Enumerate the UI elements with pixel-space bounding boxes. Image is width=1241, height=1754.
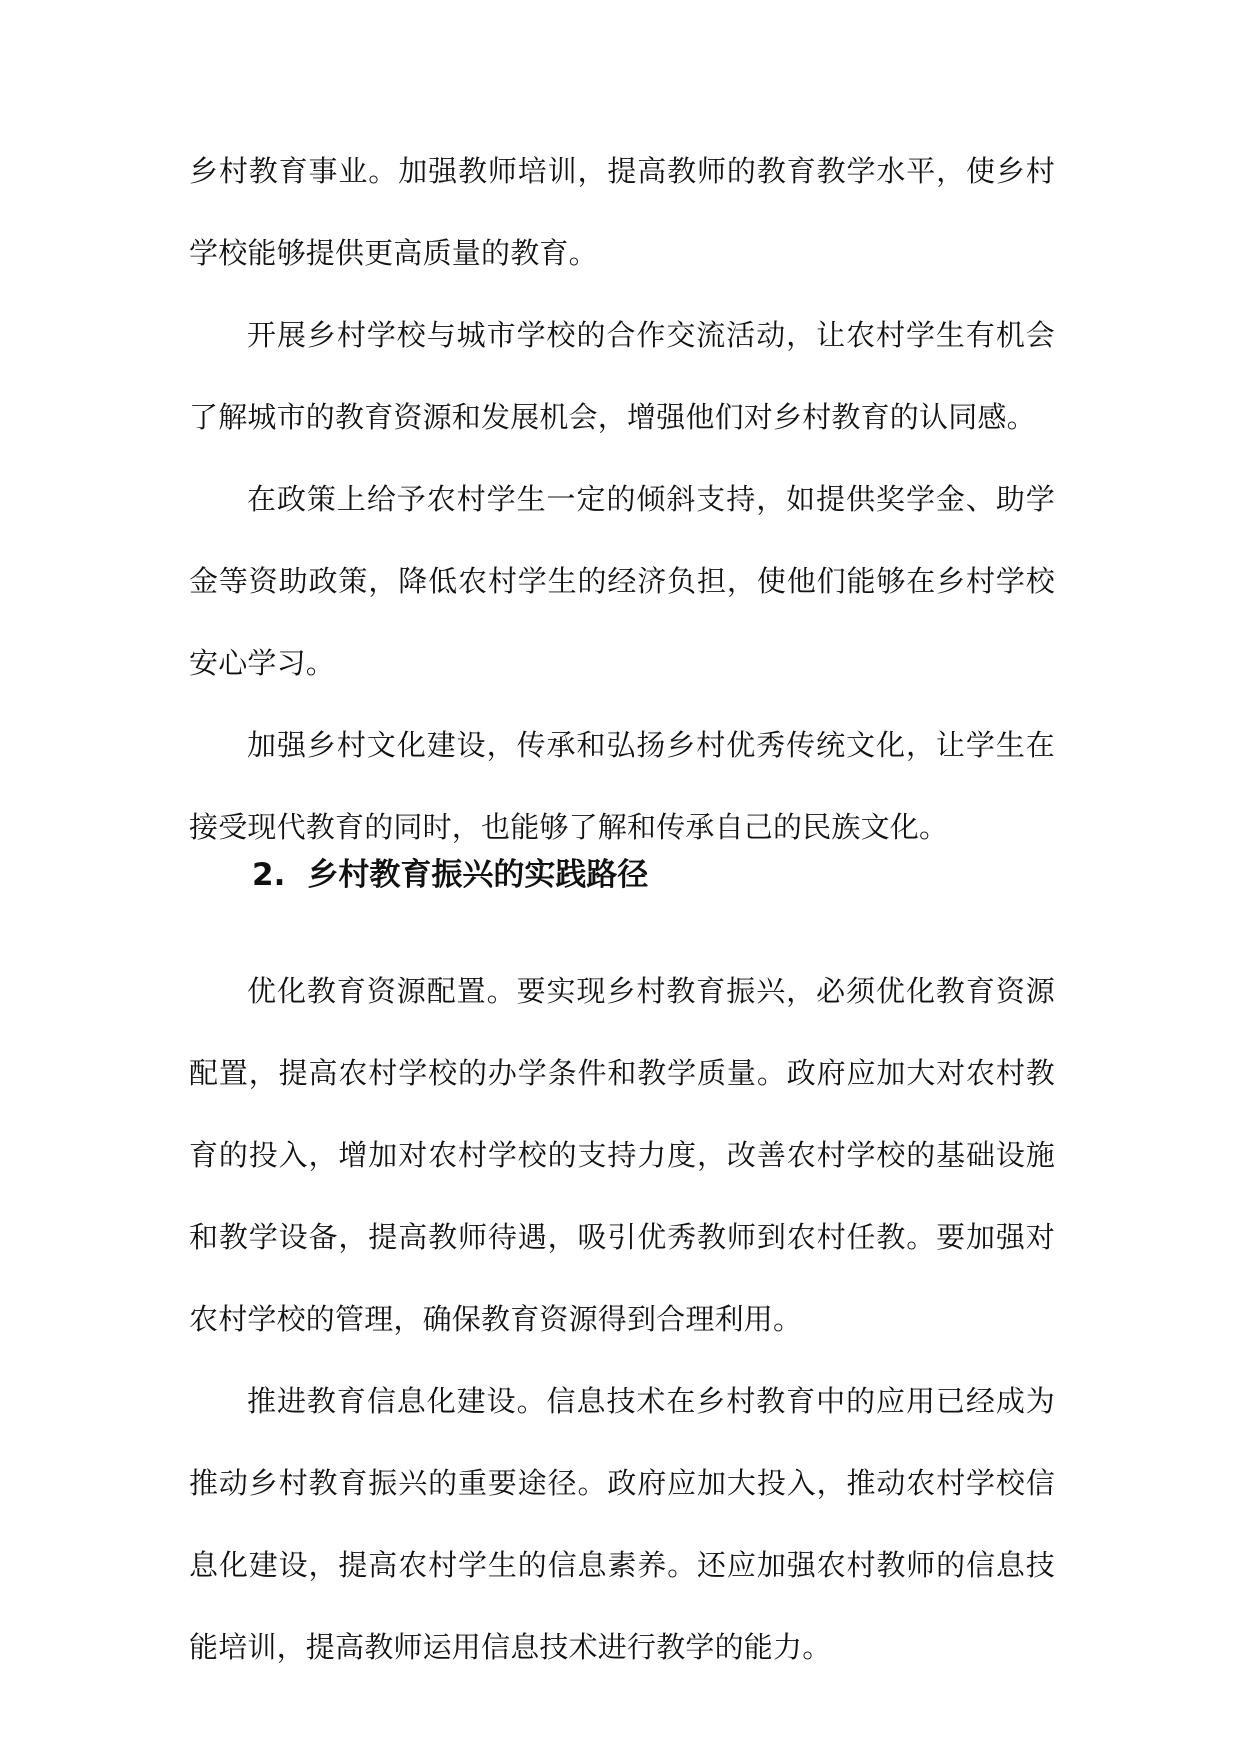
paragraph-rural-culture: 加强乡村文化建设，传承和弘扬乡村优秀传统文化，让学生在接受现代教育的同时，也能够了解和传承自己的民族文化。 (189, 728, 1055, 844)
paragraph-policy-support: 在政策上给予农村学生一定的倾斜支持，如提供奖学金、助学金等资助政策，降低农村学生的经济负担，使他们能够在乡村学校安心学习。 (189, 482, 1055, 680)
paragraph-resource-allocation: 优化教育资源配置。要实现乡村教育振兴，必须优化教育资源配置，提高农村学校的办学条件和教学质量。政府应加大对农村教育的投入，增加对农村学校的支持力度，改善农村学校的基础设施和教学设备，提高教师待遇，吸引优秀教师到农村任教。要加强对农村学校的管理，确保教育资源得到合理利用。 (189, 974, 1055, 1336)
paragraph-exchange-activities: 开展乡村学校与城市学校的合作交流活动，让农村学生有机会了解城市的教育资源和发展机会，增强他们对乡村教育的认同感。 (189, 318, 1055, 434)
section-heading (252, 853, 648, 897)
section-number: 2. (252, 857, 286, 893)
paragraph-informatization: 推进教育信息化建设。信息技术在乡村教育中的应用已经成为推动乡村教育振兴的重要途径。政府应加大投入，推动农村学校信息化建设，提高农村学生的信息素养。还应加强农村教师的信息技能培训，提高教师运用信息技术进行教学的能力。 (189, 1384, 1055, 1664)
section-title: 乡村教育振兴的实践路径 (307, 857, 649, 893)
paragraph-continuation: 乡村教育事业。加强教师培训，提高教师的教育教学水平，使乡村学校能够提供更高质量的教育。 (189, 154, 1055, 270)
